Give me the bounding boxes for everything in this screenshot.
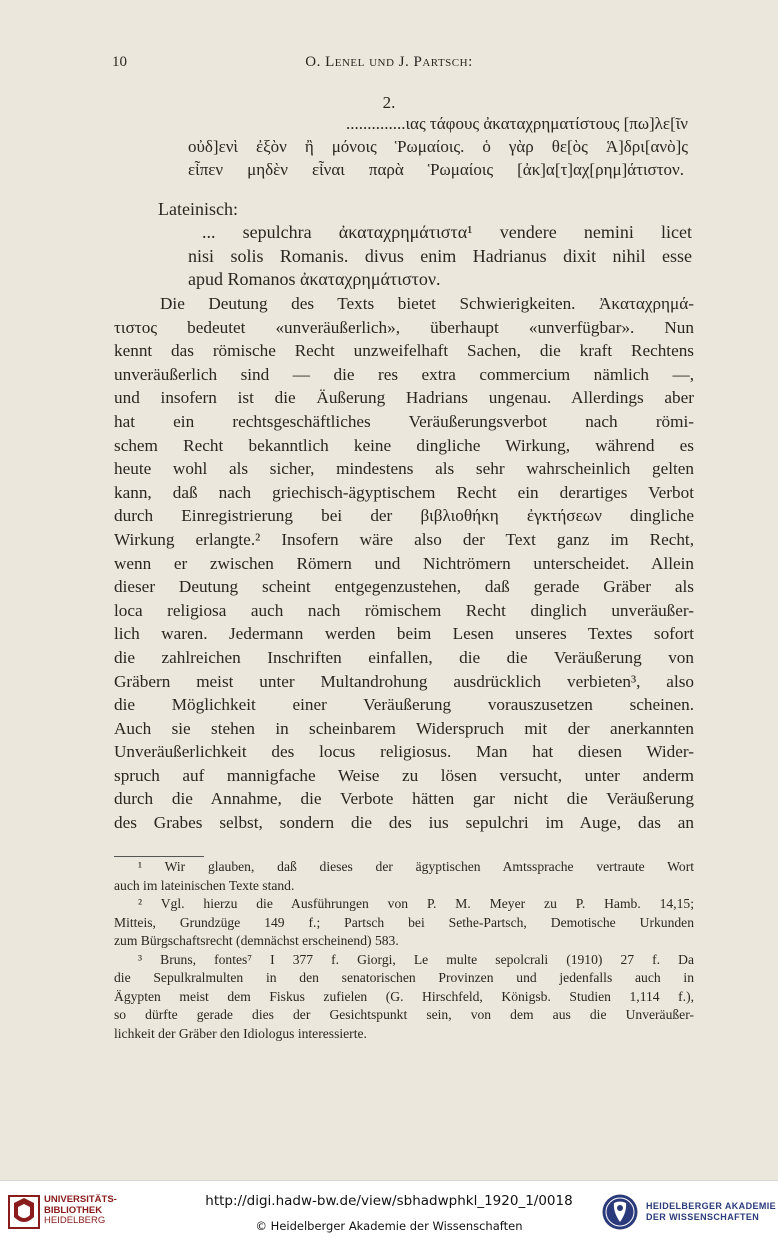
footnote-line: lichkeit der Gräber den Idiologus interessierte.: [114, 1025, 367, 1041]
ub-name-line: UNIVERSITÄTS-: [44, 1194, 117, 1205]
viewer-footer: [0, 1180, 778, 1243]
body-line: Wirkung erlangte.² Insofern wäre also der Text ganz im Recht,: [114, 529, 694, 549]
body-line: hat ein rechtsgeschäftliches Veräußerungsverbot nach römi-: [114, 411, 694, 431]
body-line: kann, daß nach griechisch-ägyptischem Recht ein derartiges Verbot: [114, 482, 694, 502]
body-line: spruch auf mannigfache Weise zu lösen versucht, unter anderm: [114, 765, 694, 785]
body-line: durch die Annahme, die Verbote hätten gar nicht die Veräußerung: [114, 789, 694, 809]
footnote-line: zum Bürgschaftsrecht (demnächst erscheinend) 583.: [114, 933, 399, 948]
body-line: und insofern ist die Äußerung Hadrians ungenau. Allerdings aber: [114, 388, 694, 408]
footnote-line: ¹ Wir glauben, daß dieses der ägyptischen Amtssprache vertraute Wort: [138, 859, 694, 874]
latin-label: Lateinisch:: [158, 199, 238, 219]
body-text: [114, 292, 694, 835]
body-line: heute wohl als sicher, mindestens als sehr wahrscheinlich gelten: [114, 459, 694, 479]
greek-text: [188, 112, 688, 181]
body-line: unveräußerlich sind — die res extra commercium nämlich —,: [114, 364, 694, 384]
greek-line: ..............ιας τάφους ἀκαταχρηματίστους [πω]λε[ῖν: [345, 114, 688, 133]
body-line: die Möglichkeit einer Veräußerung vorauszusetzen scheinen.: [114, 695, 694, 715]
body-line: des Grabes selbst, sondern die des ius sepulchri im Auge, das an: [114, 813, 694, 833]
footnote-rule: [114, 856, 204, 857]
latin-line: ... sepulchra ἀκαταχρημάτιστα¹ vendere nemini licet: [202, 222, 692, 242]
body-line: Gräbern meist unter Multandrohung ausdrücklich verbieten³, also: [114, 671, 694, 691]
body-line: Unveräußerlichkeit des locus religiosus. Man hat diesen Wider-: [114, 742, 694, 762]
body-line: Auch sie stehen in scheinbarem Widerspruch mit der anerkannten: [114, 718, 694, 738]
footnote-line: ² Vgl. hierzu die Ausführungen von P. M. Meyer zu P. Hamb. 14,15;: [138, 896, 694, 911]
running-title: O. Lenel und J. Partsch:: [305, 54, 473, 70]
body-line: lich waren. Jedermann werden beim Lesen unseres Textes sofort: [114, 624, 694, 644]
body-line: loca religiosa auch nach römischem Recht dinglich unveräußer-: [114, 600, 694, 620]
latin-line: nisi solis Romanis. divus enim Hadrianus dixit nihil esse: [188, 245, 692, 266]
footnote-line: Mitteis, Grundzüge 149 f.; Partsch bei Sethe-Partsch, Demotische Urkunden: [114, 914, 694, 930]
body-line: die zahlreichen Inschriften einfallen, die die Veräußerung von: [114, 647, 694, 667]
ub-name-line: BIBLIOTHEK: [44, 1204, 103, 1216]
academy-logo-icon[interactable]: [601, 1193, 639, 1231]
copyright-notice: © Heidelberger Akademie der Wissenschaften: [255, 1219, 523, 1233]
footnote-line: auch im lateinischen Texte stand.: [114, 877, 295, 893]
academy-name-line: DER WISSENSCHAFTEN: [646, 1212, 760, 1222]
ub-name-line: HEIDELBERG: [44, 1215, 106, 1226]
greek-line: οὐδ]ενὶ ἐξὸν ἢ μόνοις Ῥωμαίοις. ὁ γὰρ θε[ὸς Ἁ]δρι[ανὸ]ς: [188, 137, 688, 156]
footnote-line: die Sepulkralmulten in den senatorischen Provinzen und jedenfalls auch in: [114, 970, 694, 985]
body-line: Die Deutung des Texts bietet Schwierigkeiten. Ἀκαταχρημά-: [160, 294, 694, 313]
page-number: 10: [112, 54, 127, 70]
body-line: schem Recht bekanntlich keine dingliche Wirkung, während es: [114, 435, 694, 455]
body-line: durch Einregistrierung bei der βιβλιοθήκη ἐγκτήσεων dingliche: [114, 506, 694, 526]
footnote-line: ³ Bruns, fontes⁷ I 377 f. Giorgi, Le multe sepolcrali (1910) 27 f. Da: [138, 951, 694, 967]
section-number: 2.: [382, 93, 396, 112]
academy-name[interactable]: [646, 1201, 776, 1223]
latin-text: [188, 221, 692, 292]
permalink-url[interactable]: http://digi.hadw-bw.de/view/sbhadwphkl_1920_1/0018: [205, 1193, 573, 1209]
body-line: τιστος bedeutet «unveräußerlich», überhaupt «unverfügbar». Nun: [114, 317, 694, 337]
greek-line: εἶπεν μηδὲν εἶναι παρὰ Ῥωμαίοις [ἀκ]α[τ]αχ[ρημ]άτιστον.: [188, 160, 684, 179]
footnote-line: so dürfte gerade dies der Gesichtspunkt sein, von dem aus die Unveräußer-: [114, 1007, 694, 1022]
running-header: [0, 54, 778, 78]
body-line: kennt das römische Recht unzweifelhaft Sachen, die kraft Rechtens: [114, 341, 694, 361]
latin-line: apud Romanos ἀκαταχρημάτιστον.: [188, 269, 441, 289]
footnotes: [114, 858, 694, 1043]
academy-name-line: HEIDELBERGER AKADEMIE: [646, 1201, 777, 1211]
body-line: wenn er zwischen Römern und Nichtrömern unterscheidet. Allein: [114, 553, 694, 573]
footnote-line: Ägypten meist dem Fiskus zufielen (G. Hirschfeld, Königsb. Studien 1,114 f.),: [114, 988, 694, 1004]
body-line: dieser Deutung scheint entgegenzustehen, daß gerade Gräber als: [114, 577, 694, 597]
